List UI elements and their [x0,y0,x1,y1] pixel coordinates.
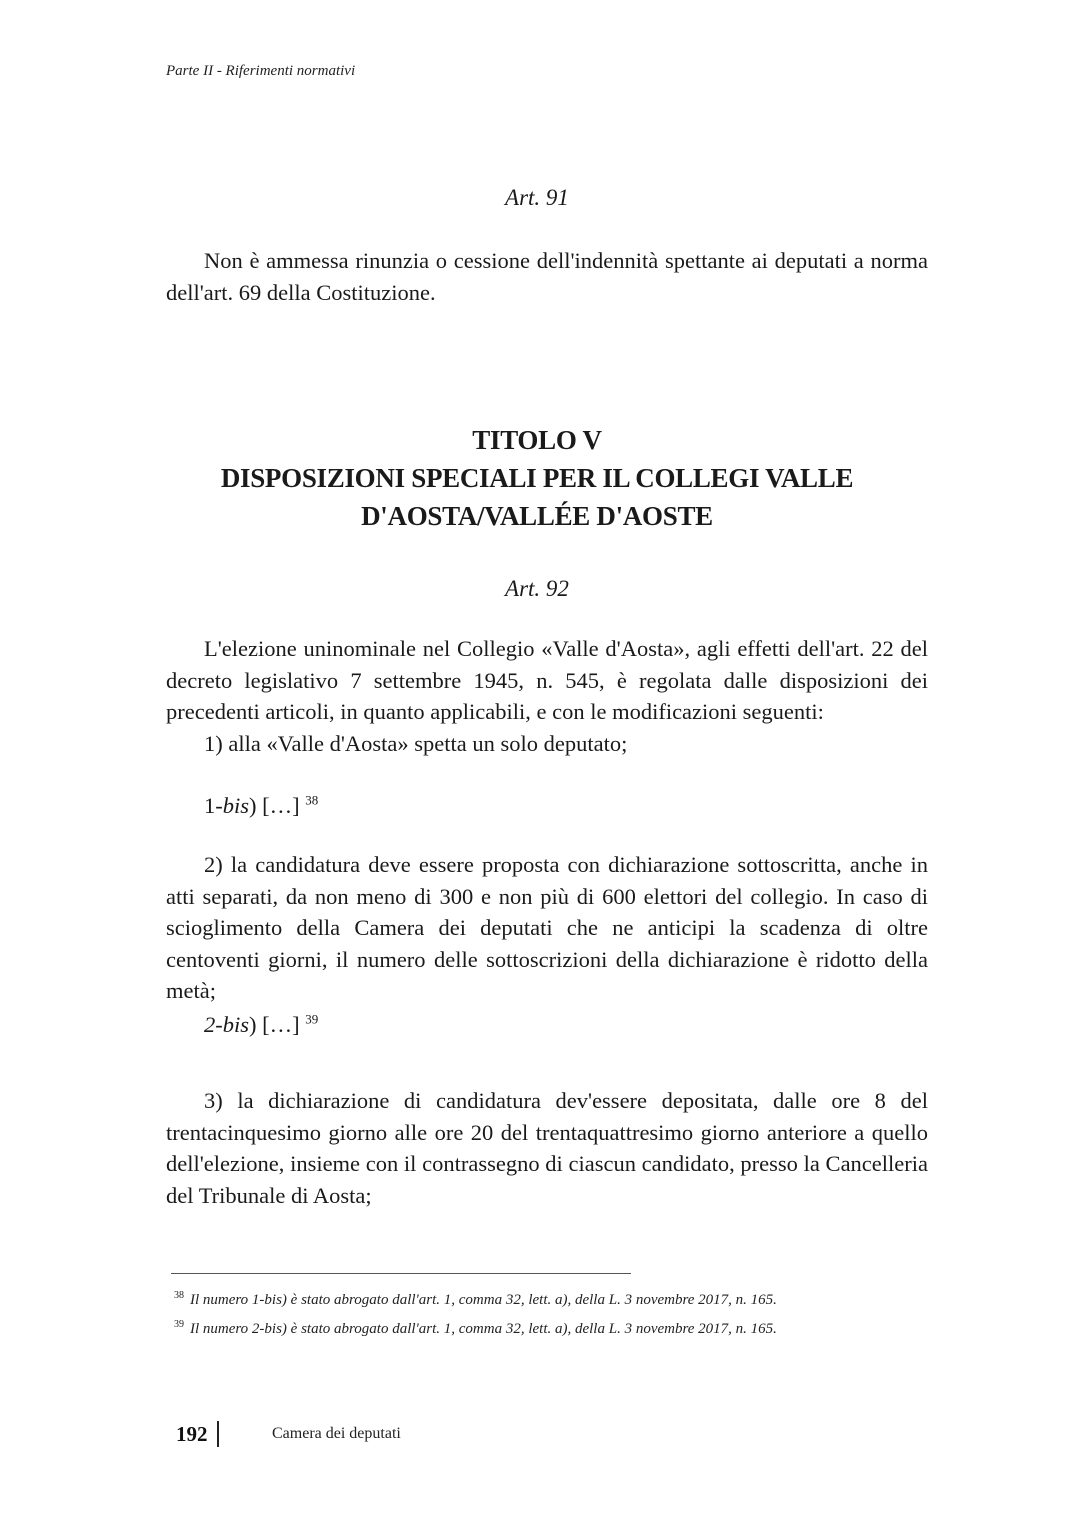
page-number: 192 [176,1422,208,1446]
article-92-item-1 [166,728,928,760]
footnote-ref-38[interactable]: 38 [305,792,319,808]
article-91-body: Non è ammessa rinunzia o cessione dell'indennità spettante ai deputati a norma dell'art. 69 della Costituzione. [166,248,928,305]
article-91-text [166,245,928,308]
article-92-item-1bis [166,790,928,822]
footnote-38-number: 38 [174,1290,184,1301]
article-92-heading: Art. 92 [505,576,569,601]
item-2bis-suffix: ) […] [249,1012,300,1037]
item-2-text: 2) la candidatura deve essere proposta con dichiarazione sottoscritta, anche in atti separati, da non meno di 300 e non più di 600 elettori del collegio. In caso di scioglimento della Camera dei deputati che ne anticipi la scadenza di oltre centoventi giorni, il numero delle sottoscrizioni della dichiarazione è ridotto della metà; [166,852,928,1003]
item-1bis-suffix: ) […] [249,793,300,818]
footer-separator [217,1421,219,1447]
article-91-heading: Art. 91 [505,185,569,210]
footnote-ref-39[interactable]: 39 [305,1011,319,1027]
item-1bis-prefix: 1- [204,793,223,818]
item-2bis-bis: bis [222,1012,250,1037]
item-2bis-prefix: 2- [204,1012,223,1037]
running-header: Parte II - Riferimenti normativi [166,63,356,79]
titolo-line-1: TITOLO V [472,425,602,455]
item-1bis-bis: bis [222,793,250,818]
article-92-item-3 [166,1085,928,1211]
footnote-39 [174,1319,777,1338]
footnote-38 [174,1290,777,1309]
footer-source: Camera dei deputati [272,1425,401,1442]
footnote-39-number: 39 [174,1319,184,1330]
item-3-text: 3) la dichiarazione di candidatura dev'essere depositata, dalle ore 8 del trentacinquesimo giorno alle ore 20 del trentaquattresimo giorno anteriore a quello dell'elezione, insieme con il contrassegno di ciascun candidato, presso la Cancelleria del Tribunale di Aosta; [166,1088,928,1208]
footnote-divider [171,1273,631,1274]
article-92-intro [166,633,928,728]
footnote-39-text: Il numero 2-bis) è stato abrogato dall'art. 1, comma 32, lett. a), della L. 3 novembre 2017, n. 165. [190,1321,777,1337]
item-1-text: 1) alla «Valle d'Aosta» spetta un solo deputato; [204,731,628,756]
article-92-item-2 [166,849,928,1007]
article-92-item-2bis [166,1009,928,1041]
footnote-38-text: Il numero 1-bis) è stato abrogato dall'art. 1, comma 32, lett. a), della L. 3 novembre 2017, n. 165. [190,1292,777,1308]
titolo-line-3: D'AOSTA/VALLÉE D'AOSTE [361,501,713,531]
article-92-intro-text: L'elezione uninominale nel Collegio «Valle d'Aosta», agli effetti dell'art. 22 del decreto legislativo 7 settembre 1945, n. 545, è regolata dalle disposizioni dei precedenti articoli, in quanto applicabili, e con le modificazioni seguenti: [166,636,928,724]
titolo-line-2: DISPOSIZIONI SPECIALI PER IL COLLEGI VALLE [220,463,854,493]
titolo-heading [0,421,1074,535]
